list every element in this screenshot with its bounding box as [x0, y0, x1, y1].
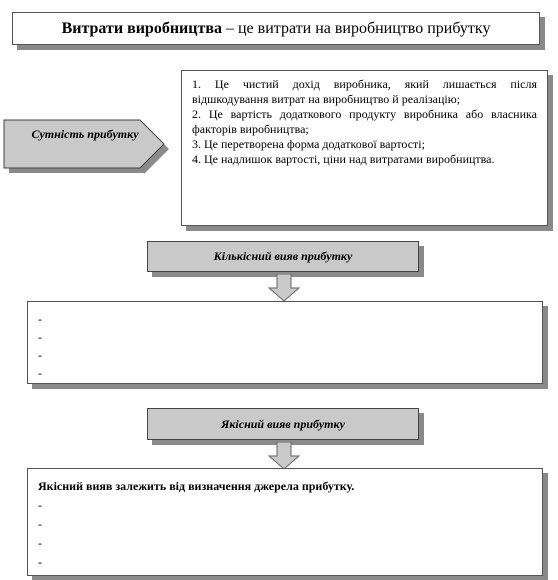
list-item: -: [38, 517, 42, 531]
title-box: [12, 12, 540, 45]
definition-item: 1. Це чистий дохід виробника, який лишається після відшкодування витрат на виробництво й реалізацію;: [192, 77, 537, 106]
qualitative-list: [27, 468, 543, 576]
qualitative-header-label: Якісний вияв прибутку: [221, 416, 345, 431]
qualitative-lead-text: Якісний вияв залежить від визначення джерела прибутку.: [38, 479, 355, 493]
definition-item: 3. Це перетворена форма додаткової вартості;: [192, 137, 425, 151]
list-item: -: [38, 312, 42, 326]
definitions-box: [181, 70, 548, 226]
quantitative-list: [27, 301, 543, 384]
qualitative-header: [147, 408, 419, 440]
title-bold: Витрати виробництва: [61, 19, 222, 37]
list-item: -: [38, 366, 42, 380]
title-text: [62, 20, 491, 38]
down-arrow-icon: [264, 442, 304, 470]
essence-label: Сутність прибутку: [31, 127, 139, 141]
quantitative-header: [147, 241, 419, 272]
list-item: -: [38, 498, 42, 512]
list-item: -: [38, 348, 42, 362]
down-arrow-icon: [264, 274, 304, 302]
quantitative-header-label: Кількісний вияв прибутку: [213, 249, 353, 263]
list-item: -: [38, 330, 42, 344]
definition-item: 4. Це надлишок вартості, ціни над витратами виробництва.: [192, 152, 495, 166]
list-item: -: [38, 555, 42, 569]
title-rest: – це витрати на виробництво прибутку: [221, 19, 491, 37]
definition-item: 2. Це вартість додаткового продукту виробника або власника факторів виробництва;: [192, 107, 537, 136]
list-item: -: [38, 536, 42, 550]
